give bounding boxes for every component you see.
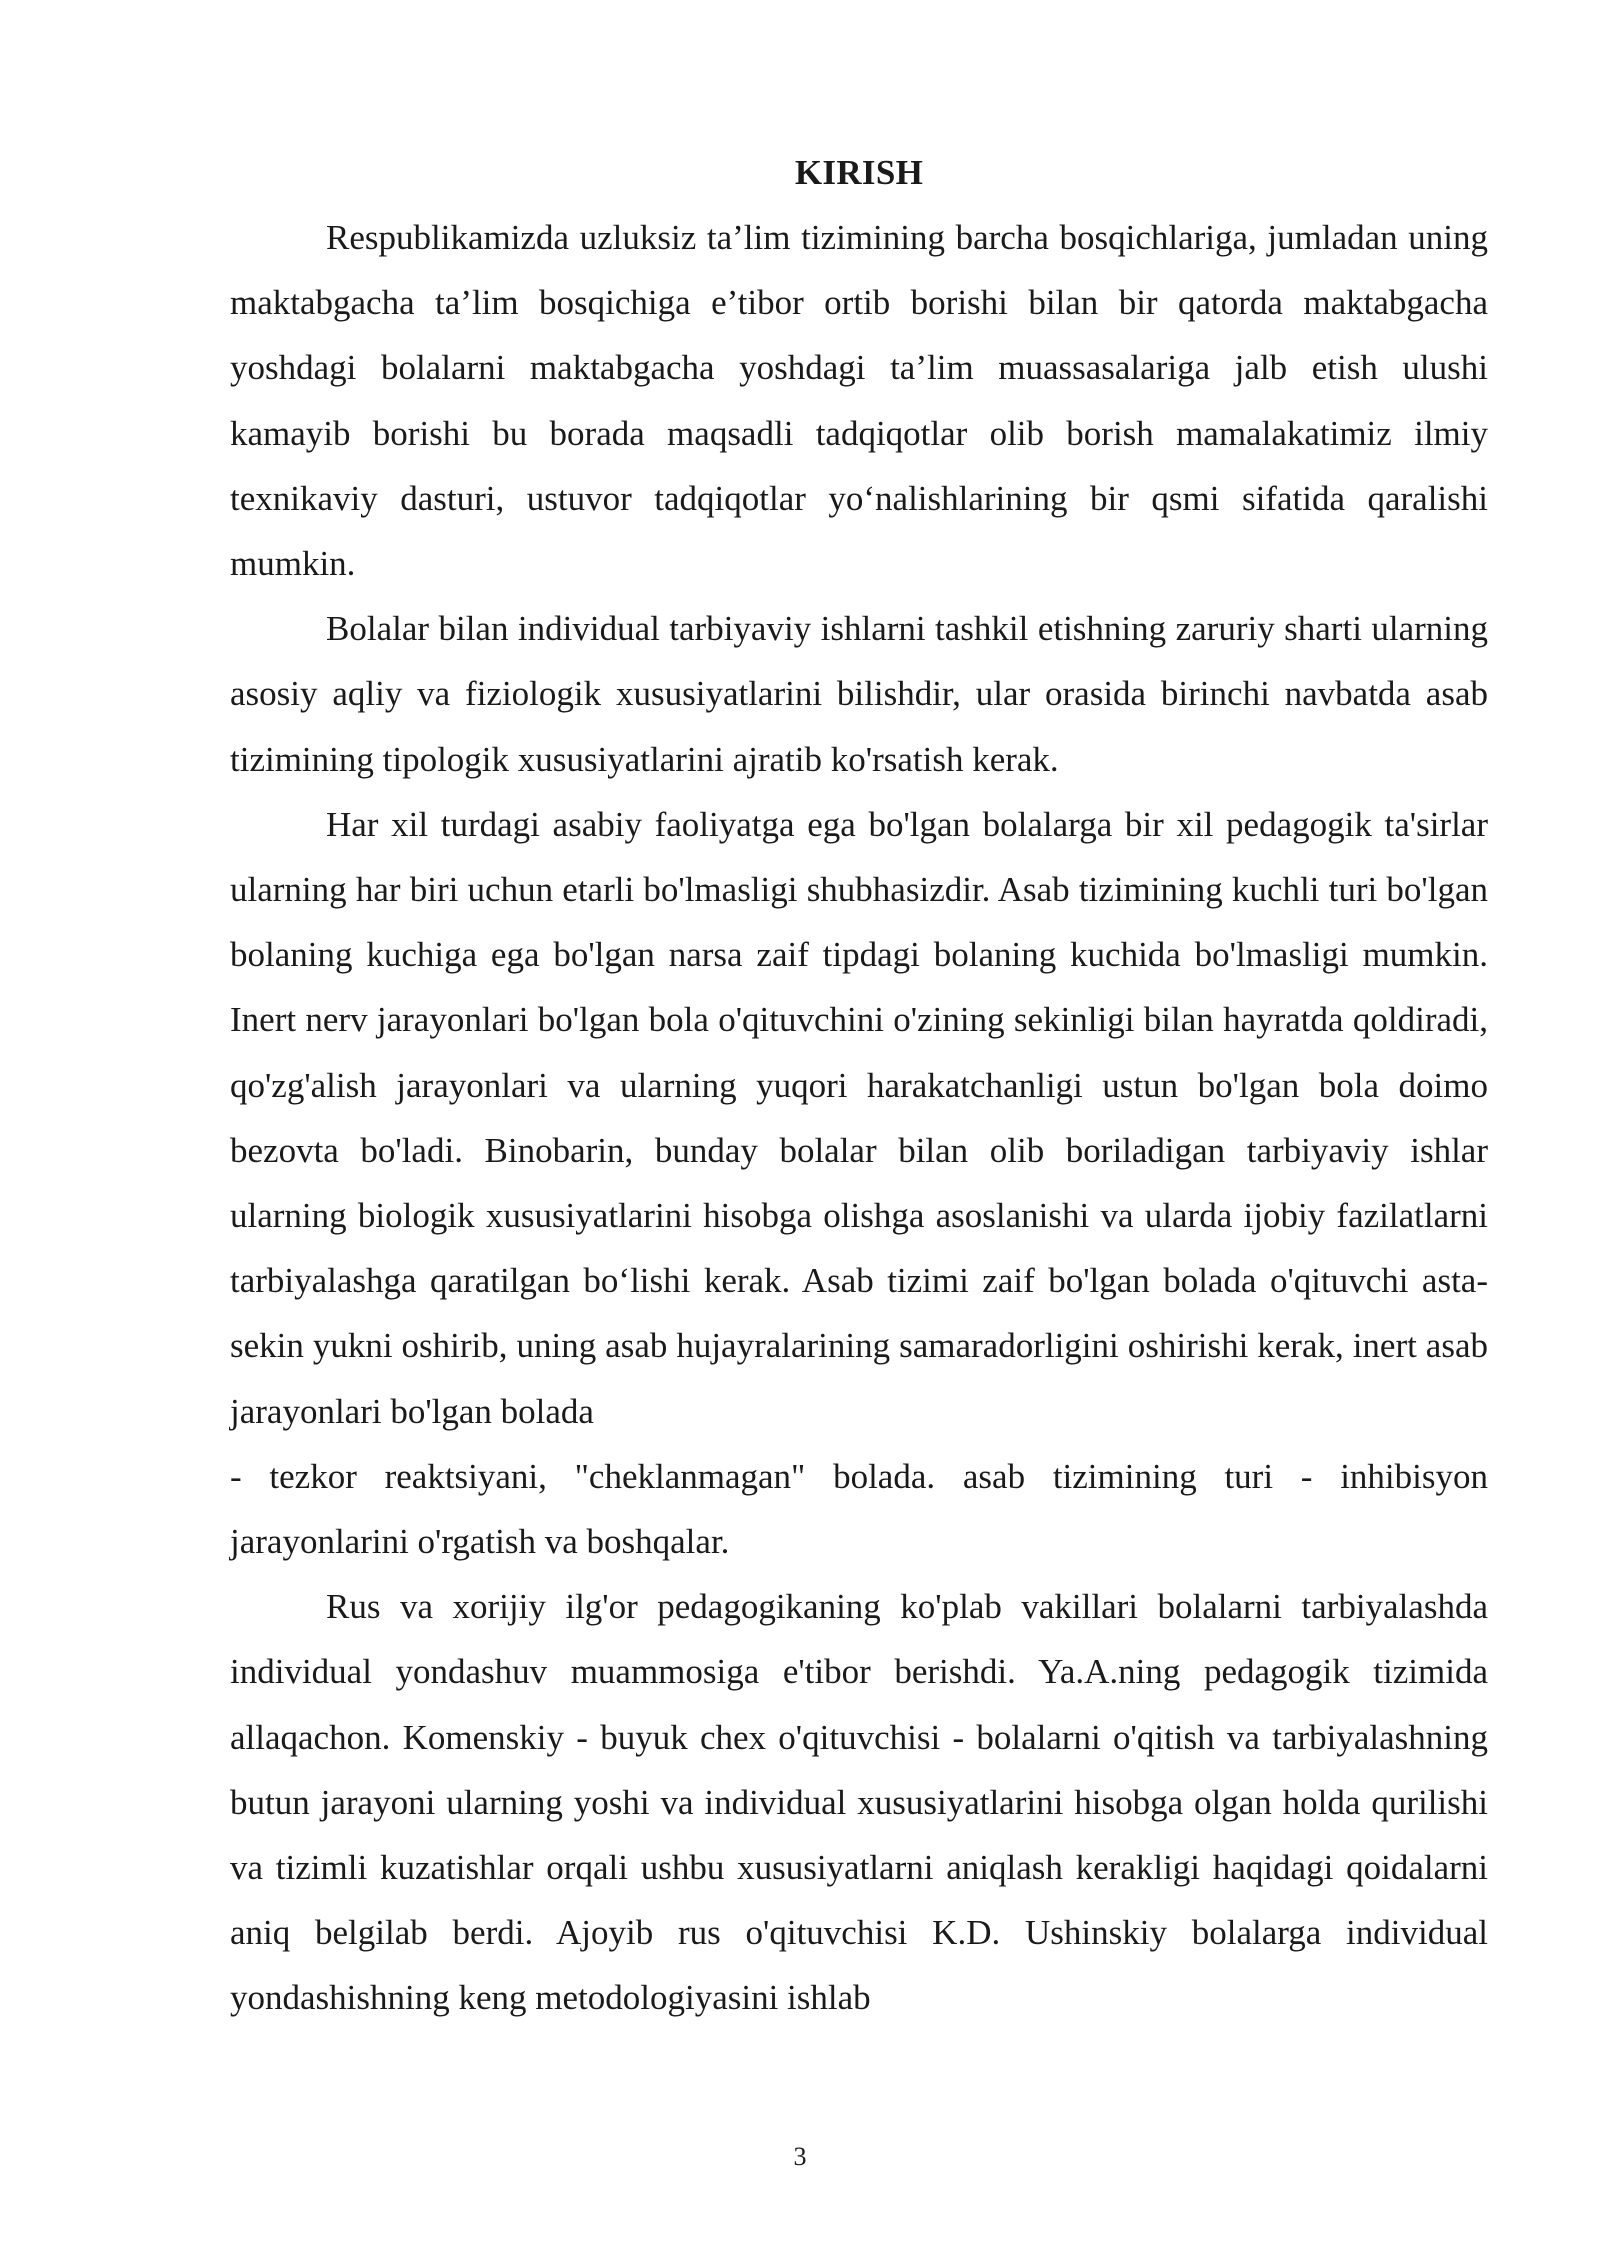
paragraph-continuation: - tezkor reaktsiyani, "cheklanmagan" bolada. asab tizimining turi - inhibisyon jarayonlarini o'rgatish va boshqalar. <box>230 1456 1488 1562</box>
page-title: KIRISH <box>794 153 924 192</box>
paragraph-pedagogy-history: Rus va xorijiy ilg'or pedagogikaning ko'plab vakillari bolalarni tarbiyalashda individual yondashuv muammosiga e'tibor berishdi. Ya.A.ning pedagogik tizimida allaqachon. Komenskiy - buyuk chex o'qituvchisi - bolalarni o'qitish va tarbiyalashning butun jarayoni ularning yoshi va individual xususiyatlarini hisobga olgan holda qurilishi va tizimli kuzatishlar orqali ushbu xususiyatlarni aniqlash kerakligi haqidagi qoidalarni aniq belgilab berdi. Ajoyib rus o'qituvchisi K.D. Ushinskiy bolalarga individual yondashishning keng metodologiyasini ishlab <box>230 1587 1488 2018</box>
paragraph-individual-work: Bolalar bilan individual tarbiyaviy ishlarni tashkil etishning zaruriy sharti ularning asosiy aqliy va fiziologik xususiyatlarini bilishdir, ular orasida birinchi navbatda asab tizimining tipologik xususiyatlarini ajratib ko'rsatish kerak. <box>230 609 1488 779</box>
paragraph-nervous-activity: Har xil turdagi asabiy faoliyatga ega bo'lgan bolalarga bir xil pedagogik ta'sirlar ularning har biri uchun etarli bo'lmasligi shubhasizdir. Asab tizimining kuchli turi bo'lgan bolaning kuchiga ega bo'lgan narsa zaif tipdagi bolaning kuchida bo'lmasligi mumkin. Inert nerv jarayonlari bo'lgan bola o'qituvchini o'zining sekinligi bilan hayratda qoldiradi, qo'zg'alish jarayonlari va ularning yuqori harakatchanligi ustun bo'lgan bola doimo bezovta bo'ladi. Binobarin, bunday bolalar bilan olib boriladigan tarbiyaviy ishlar ularning biologik xususiyatlarini hisobga olishga asoslanishi va ularda ijobiy fazilatlarni tarbiyalashga qaratilgan bo‘lishi kerak. Asab tizimi zaif bo'lgan bolada o'qituvchi asta-sekin yukni oshirib, uning asab hujayralarining samaradorligini oshirishi kerak, inert asab jarayonlari bo'lgan bolada <box>230 804 1488 1431</box>
page-content <box>230 148 1488 2031</box>
paragraph-intro: Respublikamizda uzluksiz ta’lim tizimining barcha bosqichlariga, jumladan uning maktabgacha ta’lim bosqichiga e’tibor ortib borishi bilan bir qatorda maktabgacha yoshdagi bolalarni maktabgacha yoshdagi ta’lim muassasalariga jalb etish ulushi kamayib borishi bu borada maqsadli tadqiqotlar olib borish mamalakatimiz ilmiy texnikaviy dasturi, ustuvor tadqiqotlar yo‘nalishlarining bir qsmi sifatida qaralishi mumkin. <box>230 218 1488 584</box>
page-number: 3 <box>793 2142 807 2171</box>
